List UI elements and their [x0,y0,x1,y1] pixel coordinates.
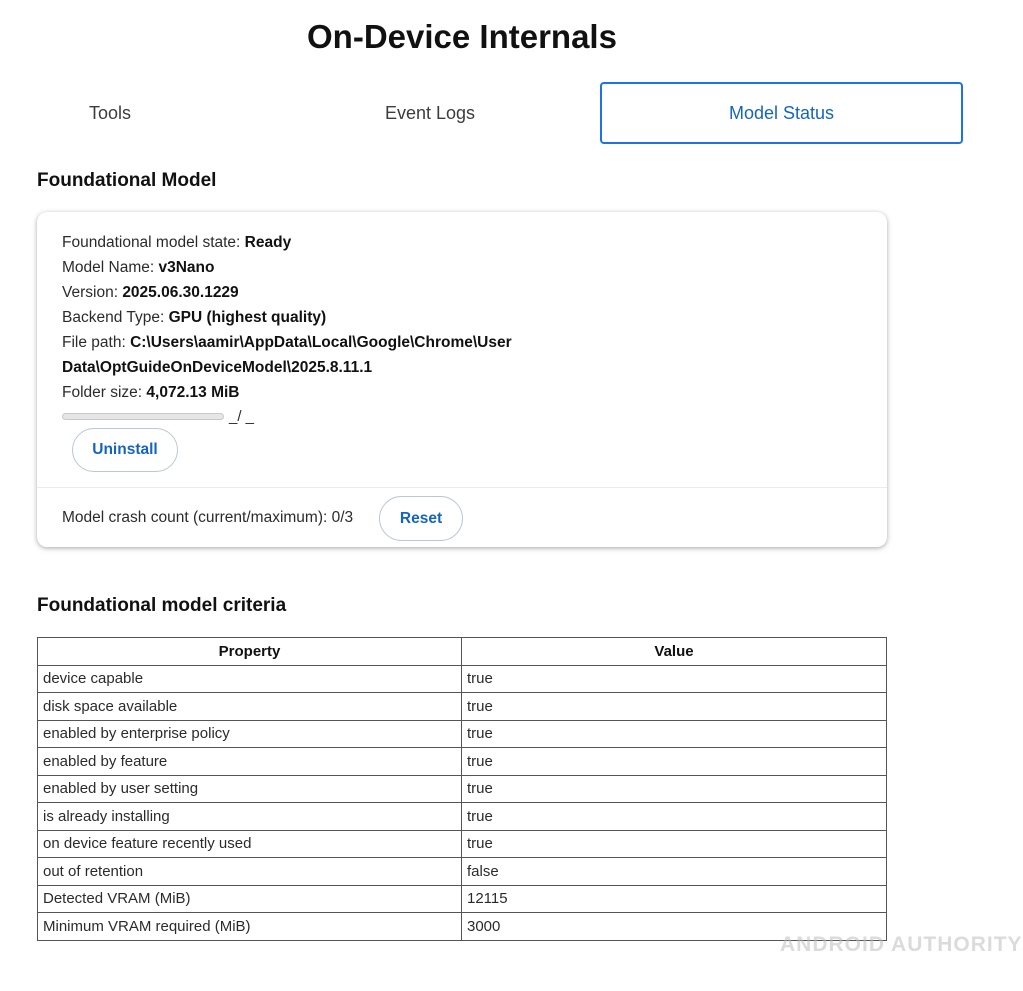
value-cell: true [462,748,887,776]
column-header-property: Property [38,638,462,666]
file-path-value: C:\Users\aamir\AppData\Local\Google\Chrome\User Data\OptGuideOnDeviceModel\2025.8.11.1 [62,334,512,376]
download-progress-text: _/ _ [229,407,255,425]
model-name-label: Model Name: [62,259,159,276]
value-cell: true [462,830,887,858]
criteria-table [37,637,887,941]
property-cell: on device feature recently used [38,830,462,858]
model-name-line [62,255,862,280]
property-cell: Minimum VRAM required (MiB) [38,913,462,941]
table-row [38,830,887,858]
value-cell: true [462,720,887,748]
property-cell: enabled by user setting [38,775,462,803]
property-cell: enabled by feature [38,748,462,776]
value-cell: true [462,665,887,693]
table-row [38,885,887,913]
model-name-value: v3Nano [158,259,215,276]
value-cell: true [462,693,887,721]
model-version-value: 2025.06.30.1229 [122,284,239,301]
tab-bar [0,82,998,144]
backend-type-label: Backend Type: [62,309,169,326]
card-divider [37,487,887,488]
reset-button[interactable]: Reset [379,496,463,541]
model-state-label: Foundational model state: [62,234,245,251]
folder-size-line [62,380,862,405]
property-cell: device capable [38,665,462,693]
property-cell: disk space available [38,693,462,721]
backend-type-value: GPU (highest quality) [168,309,327,326]
tab-tools[interactable]: Tools [88,102,132,123]
table-row [38,665,887,693]
download-progress-bar [62,413,224,420]
value-cell: true [462,803,887,831]
file-path-line [62,330,562,380]
property-cell: enabled by enterprise policy [38,720,462,748]
file-path-label: File path: [62,334,131,351]
download-progress-row [62,405,862,427]
property-cell: Detected VRAM (MiB) [38,885,462,913]
table-row [38,720,887,748]
tab-model-status[interactable]: Model Status [600,82,963,144]
uninstall-button[interactable]: Uninstall [72,428,178,472]
table-row [38,693,887,721]
crash-count-text: Model crash count (current/maximum): 0/3 [62,509,354,526]
property-cell: out of retention [38,858,462,886]
value-cell: true [462,775,887,803]
table-row [38,913,887,941]
model-version-line [62,280,862,305]
watermark-logo: ANDROID AUTHORITY [780,933,1023,956]
model-version-label: Version: [62,284,123,301]
value-cell: false [462,858,887,886]
model-state-value: Ready [244,234,292,251]
tab-event-logs[interactable]: Event Logs [384,102,476,123]
criteria-heading: Foundational model criteria [37,595,287,616]
model-state-line [62,230,862,255]
value-cell: 3000 [462,913,887,941]
model-info [62,230,862,427]
foundational-model-heading: Foundational Model [37,170,217,191]
property-cell: is already installing [38,803,462,831]
table-row [38,858,887,886]
table-row [38,803,887,831]
table-row [38,748,887,776]
folder-size-label: Folder size: [62,384,147,401]
backend-type-line [62,305,862,330]
table-header-row [38,638,887,666]
page-title: On-Device Internals [307,18,617,55]
folder-size-value: 4,072.13 MiB [146,384,240,401]
foundational-model-card [37,212,887,547]
table-row [38,775,887,803]
column-header-value: Value [462,638,887,666]
value-cell: 12115 [462,885,887,913]
